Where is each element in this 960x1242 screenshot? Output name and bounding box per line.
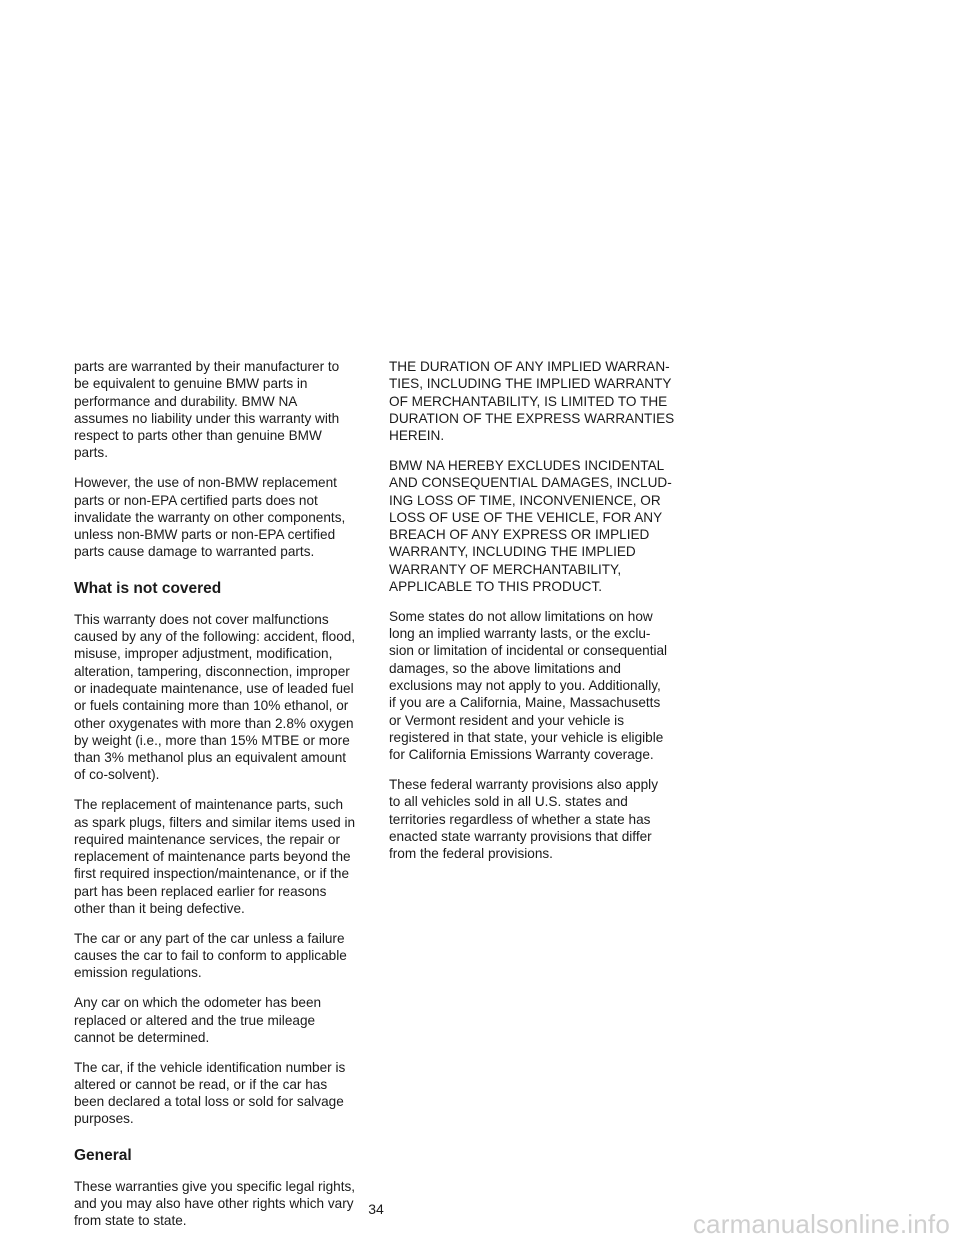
paragraph-implied-warranty-duration: THE DURATION OF ANY IMPLIED WARRAN- TIES, INCLUDING THE IMPLIED WARRANTY OF MERCHANTABILITY, IS LIMITED TO THE DURATION OF THE EXPRESS WARRANTIES HEREIN. [389,359,675,444]
paragraph-vin: The car, if the vehicle identification number is altered or cannot be read, or if the car has been declared a total loss or sold for salvage purposes. [74,1059,346,1127]
paragraph-odometer: Any car on which the odometer has been replaced or altered and the true mileage cannot be determined. [74,995,322,1045]
paragraph-federal-provisions: These federal warranty provisions also apply to all vehicles sold in all U.S. states and territories regardless of whether a state has enacted state warranty provisions that differ from the federal provisions. [389,777,658,862]
heading-general: General [74,1146,132,1164]
paragraph-replacement-parts: However, the use of non-BMW replacement parts or non-EPA certified parts does not invalidate the warranty on other components, unless non-BMW parts or non-EPA certified parts cause damage to warranted parts. [74,475,346,560]
paragraph-malfunctions: This warranty does not cover malfunctions caused by any of the following: accident, flood, misuse, improper adjustment, modification, alteration, tampering, disconnection, improper or inadequate maintenance, use of leaded fuel or fuels containing more than 10% ethanol, or other oxygenates with more than 2.8% oxygen by weight (i.e., more than 15% MTBE or more than 3% methanol plus an equivalent amount of co-solvent). [74,611,356,783]
paragraph-maintenance-parts: The replacement of maintenance parts, such as spark plugs, filters and similar items used in required maintenance services, the repair or replacement of maintenance parts beyond the first required inspection/maintenance, or if the part has been replaced earlier for reasons other than it being defective. [74,797,356,917]
heading-what-is-not-covered: What is not covered [74,579,222,597]
left-column [74,358,374,1242]
page-number: 34 [368,1201,384,1217]
paragraph-emission-failure: The car or any part of the car unless a failure causes the car to fail to conform to applicable emission regulations. [74,930,347,981]
paragraph-state-limitations: Some states do not allow limitations on how long an implied warranty lasts, or the exclu- sion or limitation of incidental or consequential damages, so the above limitations and exclusions may not apply to you. Additionally, if you are a California, Maine, Massachusetts or Vermont resident and your vehicle is registered in that state, your vehicle is eligible for California Emissions Warranty coverage. [389,608,668,763]
paragraph-non-bmw-parts: parts are warranted by their manufacturer to be equivalent to genuine BMW parts in performance and durability. BMW NA assumes no liability under this warranty with respect to parts other than genuine BMW parts. [74,359,340,461]
paragraph-legal-rights: These warranties give you specific legal rights, and you may also have other rights which vary from state to state. [74,1178,356,1229]
right-column [389,358,689,875]
watermark: carmanualsonline.info [692,1209,950,1239]
paragraph-excludes-damages: BMW NA HEREBY EXCLUDES INCIDENTAL AND CONSEQUENTIAL DAMAGES, INCLUD- ING LOSS OF TIME, INCONVENIENCE, OR LOSS OF USE OF THE VEHICLE, FOR ANY BREACH OF ANY EXPRESS OR IMPLIED WARRANTY, INCLUDING THE IMPLIED WARRANTY OF MERCHANTABILITY, APPLICABLE TO THIS PRODUCT. [389,457,672,595]
